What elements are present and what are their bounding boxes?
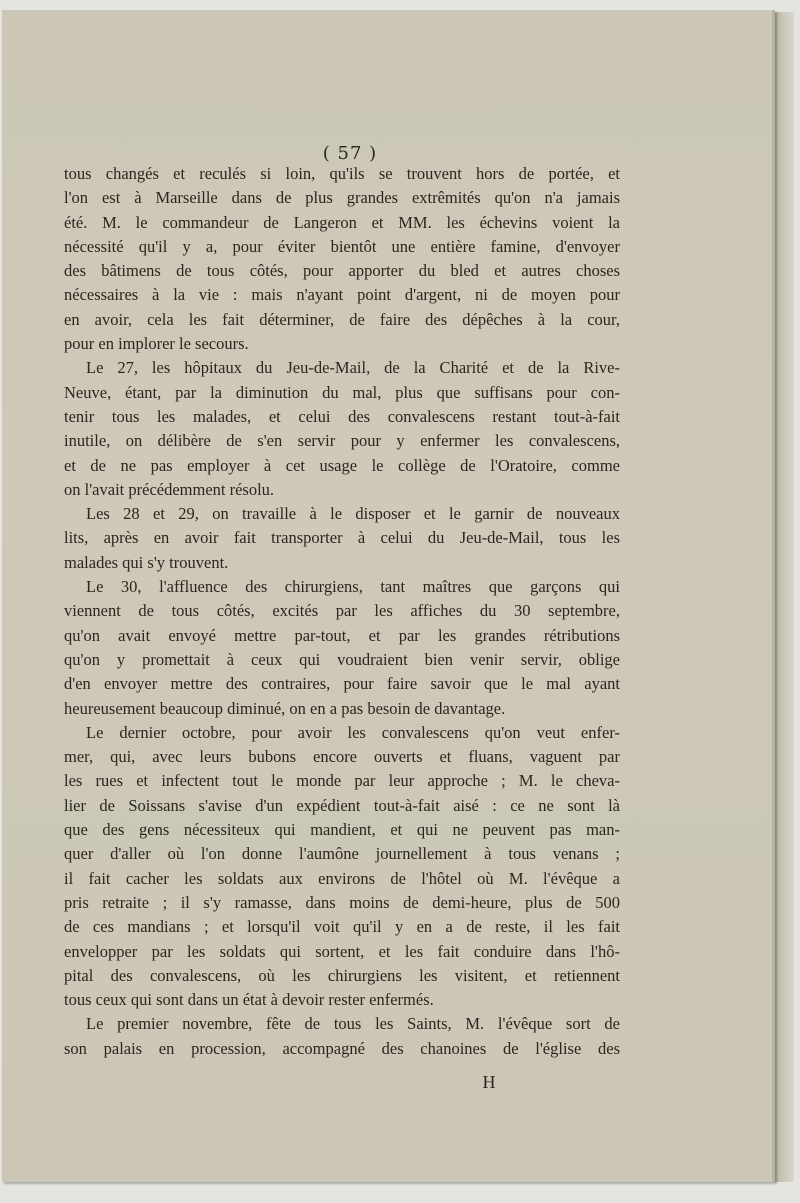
text-line: lits, après en avoir fait transporter à celui du Jeu-de-Mail, tous les (64, 528, 620, 548)
text-line: lier de Soissans s'avise d'un expédient tout-à-fait aisé : ce ne sont là (64, 795, 620, 815)
text-line: nécessaires à la vie : mais n'ayant point d'argent, ni de moyen pour (64, 285, 620, 305)
text-line: mer, qui, avec leurs bubons encore ouverts et fluans, vaguent par (64, 747, 620, 767)
text-line: nécessité qu'il y a, pour éviter bientôt une entière famine, d'envoyer (64, 236, 620, 256)
text-line: Neuve, étant, par la diminution du mal, plus que suffisans pour con- (64, 382, 620, 402)
text-line: malades qui s'y trouvent. (64, 552, 229, 572)
text-line: qu'on y promettait à ceux qui voudraient bien venir servir, oblige (64, 649, 620, 669)
text-line: Le dernier octobre, pour avoir les convalescens qu'on veut enfer- (86, 722, 620, 742)
text-line: Le 27, les hôpitaux du Jeu-de-Mail, de la Charité et de la Rive- (86, 358, 620, 378)
text-line: et de ne pas employer à cet usage le collège de l'Oratoire, comme (64, 455, 620, 475)
text-line: d'en envoyer mettre des contraires, pour faire savoir que le mal ayant (64, 674, 620, 694)
signature-mark: H (482, 1072, 496, 1092)
text-line: il fait cacher les soldats aux environs de l'hôtel où M. l'évêque a (64, 868, 620, 888)
text-line: tous changés et reculés si loin, qu'ils se trouvent hors de portée, et (64, 164, 620, 183)
page-edge-shadow (772, 12, 794, 1182)
paragraph-4 (64, 575, 620, 721)
text-line: pour en implorer le secours. (64, 334, 249, 354)
text-line: tous ceux qui sont dans un état à devoir rester enfermés. (64, 990, 434, 1010)
text-line: l'on est à Marseille dans de plus grandes extrêmités qu'on n'a jamais (64, 188, 620, 208)
text-line: que des gens nécessiteux qui mandient, et qui ne peuvent pas man- (64, 820, 620, 840)
text-line: Les 28 et 29, on travaille à le disposer et le garnir de nouveaux (86, 504, 620, 524)
text-line: quer d'aller où l'on donne l'aumône journellement à tous venans ; (64, 844, 620, 864)
paragraph-1 (64, 162, 620, 356)
text-line: pital des convalescens, où les chirurgiens les visitent, et retiennent (64, 965, 620, 985)
text-line: de ces mandians ; et lorsqu'il voit qu'il y en a de reste, il les fait (64, 917, 620, 937)
paragraph-3 (64, 502, 620, 575)
text-line: on l'avait précédemment résolu. (64, 479, 275, 499)
text-line: heureusement beaucoup diminué, on en a pas besoin de davantage. (64, 698, 506, 718)
text-line: Le 30, l'affluence des chirurgiens, tant maîtres que garçons qui (86, 577, 620, 597)
text-line: inutile, on délibère de s'en servir pour y enfermer les convalescens, (64, 431, 620, 451)
text-line: en avoir, cela les fait déterminer, de faire des dépêches à la cour, (64, 309, 620, 329)
paragraph-5 (64, 721, 620, 1013)
text-line: des bâtimens de tous côtés, pour apporter du bled et autres choses (64, 261, 620, 281)
text-line: tenir tous les malades, et celui des convalescens restant tout-à-fait (64, 406, 620, 426)
text-line: viennent de tous côtés, excités par les affiches du 30 septembre, (64, 601, 620, 621)
text-line: pris retraite ; il s'y ramasse, dans moins de demi-heure, plus de 500 (64, 892, 620, 912)
text-line: été. M. le commandeur de Langeron et MM. les échevins voient la (64, 212, 620, 232)
paragraph-6 (64, 1012, 620, 1061)
text-line: les rues et infectent tout le monde par leur approche ; M. le cheva- (64, 771, 620, 791)
text-line: qu'on avait envoyé mettre par-tout, et par les grandes rétributions (64, 625, 620, 645)
page-number: ( 57 ) (322, 143, 378, 164)
paragraph-2 (64, 356, 620, 502)
text-line: envelopper par les soldats qui sortent, et les fait conduire dans l'hô- (64, 941, 620, 961)
text-line: Le premier novembre, fête de tous les Saints, M. l'évêque sort de (86, 1014, 620, 1034)
body-text (64, 162, 620, 1061)
text-line: son palais en procession, accompagné des chanoines de l'église des (64, 1038, 620, 1058)
